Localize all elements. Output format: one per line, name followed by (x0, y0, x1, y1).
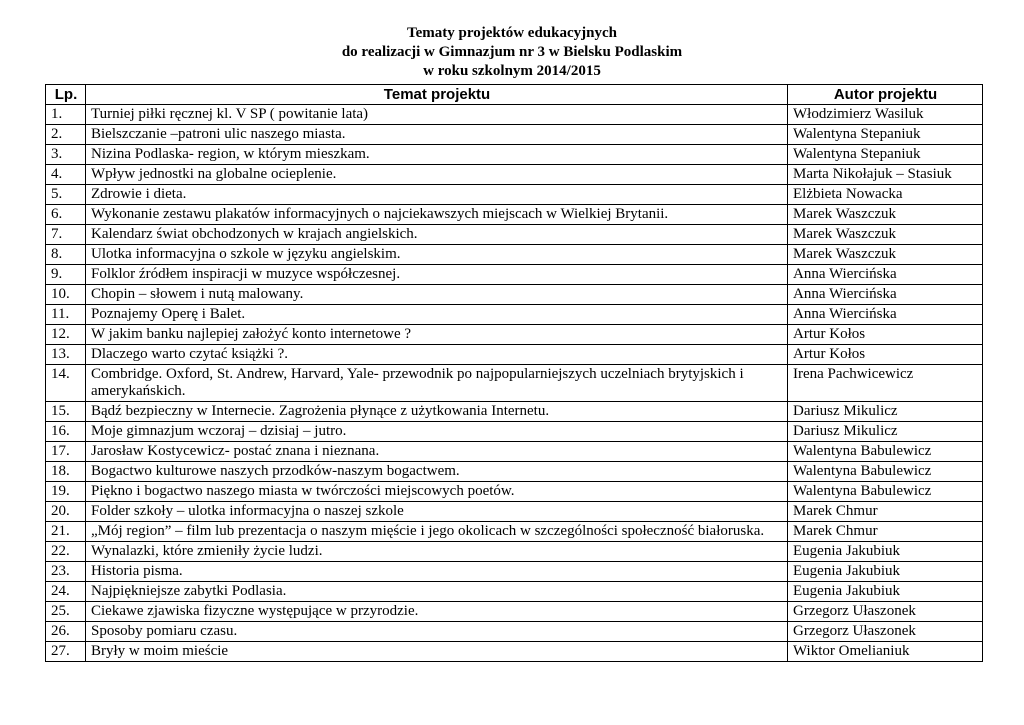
table-row (46, 562, 983, 582)
row-topic: Chopin – słowem i nutą malowany. (86, 285, 788, 305)
row-author: Anna Wiercińska (788, 285, 983, 305)
row-author: Włodzimierz Wasiluk (788, 105, 983, 125)
row-author: Walentyna Babulewicz (788, 462, 983, 482)
row-topic: W jakim banku najlepiej założyć konto internetowe ? (86, 325, 788, 345)
row-author: Marek Waszczuk (788, 225, 983, 245)
row-number: 1. (46, 105, 86, 125)
row-author: Anna Wiercińska (788, 305, 983, 325)
row-author: Marek Chmur (788, 502, 983, 522)
table-row (46, 345, 983, 365)
row-topic: Ulotka informacyjna o szkole w języku angielskim. (86, 245, 788, 265)
row-number: 3. (46, 145, 86, 165)
row-number: 21. (46, 522, 86, 542)
row-author: Walentyna Stepaniuk (788, 145, 983, 165)
row-topic: Wykonanie zestawu plakatów informacyjnych o najciekawszych miejscach w Wielkiej Brytanii. (86, 205, 788, 225)
table-row (46, 522, 983, 542)
row-topic: Najpiękniejsze zabytki Podlasia. (86, 582, 788, 602)
table-row (46, 622, 983, 642)
title-line-1: Tematy projektów edukacyjnych (406, 25, 617, 41)
document-title (0, 24, 1024, 81)
row-author: Walentyna Babulewicz (788, 442, 983, 462)
row-number: 19. (46, 482, 86, 502)
row-number: 17. (46, 442, 86, 462)
table-row (46, 185, 983, 205)
row-author: Marek Chmur (788, 522, 983, 542)
column-header-author: Autor projektu (788, 85, 983, 105)
table-row (46, 422, 983, 442)
row-topic: Folder szkoły – ulotka informacyjna o naszej szkole (86, 502, 788, 522)
row-author: Eugenia Jakubiuk (788, 562, 983, 582)
row-number: 9. (46, 265, 86, 285)
row-number: 15. (46, 402, 86, 422)
row-number: 13. (46, 345, 86, 365)
row-topic: Jarosław Kostycewicz- postać znana i nieznana. (86, 442, 788, 462)
row-number: 2. (46, 125, 86, 145)
table-body (46, 105, 983, 662)
table-row (46, 502, 983, 522)
table-row (46, 225, 983, 245)
row-topic: Zdrowie i dieta. (86, 185, 788, 205)
row-author: Marek Waszczuk (788, 245, 983, 265)
table-row (46, 105, 983, 125)
row-topic: Bogactwo kulturowe naszych przodków-naszym bogactwem. (86, 462, 788, 482)
table-row (46, 602, 983, 622)
row-topic: Ciekawe zjawiska fizyczne występujące w przyrodzie. (86, 602, 788, 622)
column-header-number: Lp. (46, 85, 86, 105)
row-number: 25. (46, 602, 86, 622)
row-topic: Combridge. Oxford, St. Andrew, Harvard, Yale- przewodnik po najpopularniejszych uczelniach brytyjskich i amerykańskich. (86, 365, 788, 402)
row-author: Anna Wiercińska (788, 265, 983, 285)
row-author: Artur Kołos (788, 345, 983, 365)
row-number: 11. (46, 305, 86, 325)
row-number: 14. (46, 365, 86, 402)
row-topic: „Mój region” – film lub prezentacja o naszym mięście i jego okolicach w szczególności społeczność białoruska. (86, 522, 788, 542)
table-row (46, 402, 983, 422)
table-row (46, 205, 983, 225)
table-row (46, 285, 983, 305)
row-number: 26. (46, 622, 86, 642)
row-number: 4. (46, 165, 86, 185)
row-topic: Turniej piłki ręcznej kl. V SP ( powitanie lata) (86, 105, 788, 125)
row-author: Eugenia Jakubiuk (788, 542, 983, 562)
row-topic: Moje gimnazjum wczoraj – dzisiaj – jutro. (86, 422, 788, 442)
row-number: 8. (46, 245, 86, 265)
row-number: 18. (46, 462, 86, 482)
row-number: 16. (46, 422, 86, 442)
row-number: 27. (46, 642, 86, 662)
row-author: Dariusz Mikulicz (788, 422, 983, 442)
row-author: Grzegorz Ułaszonek (788, 622, 983, 642)
row-author: Walentyna Stepaniuk (788, 125, 983, 145)
row-topic: Piękno i bogactwo naszego miasta w twórczości miejscowych poetów. (86, 482, 788, 502)
row-number: 20. (46, 502, 86, 522)
row-number: 10. (46, 285, 86, 305)
column-header-topic: Temat projektu (86, 85, 788, 105)
table-row (46, 642, 983, 662)
table-row (46, 125, 983, 145)
row-author: Eugenia Jakubiuk (788, 582, 983, 602)
row-author: Marta Nikołajuk – Stasiuk (788, 165, 983, 185)
table-row (46, 482, 983, 502)
row-number: 22. (46, 542, 86, 562)
row-author: Artur Kołos (788, 325, 983, 345)
row-number: 6. (46, 205, 86, 225)
row-author: Dariusz Mikulicz (788, 402, 983, 422)
table-row (46, 145, 983, 165)
row-topic: Folklor źródłem inspiracji w muzyce współczesnej. (86, 265, 788, 285)
table-row (46, 305, 983, 325)
row-number: 5. (46, 185, 86, 205)
row-topic: Kalendarz świat obchodzonych w krajach angielskich. (86, 225, 788, 245)
row-author: Elżbieta Nowacka (788, 185, 983, 205)
title-line-2: do realizacji w Gimnazjum nr 3 w Bielsku Podlaskim (341, 44, 683, 60)
row-topic: Wpływ jednostki na globalne ocieplenie. (86, 165, 788, 185)
row-topic: Historia pisma. (86, 562, 788, 582)
row-topic: Nizina Podlaska- region, w którym mieszkam. (86, 145, 788, 165)
table-row (46, 542, 983, 562)
title-line-3: w roku szkolnym 2014/2015 (423, 63, 601, 79)
projects-table (45, 84, 983, 662)
row-number: 23. (46, 562, 86, 582)
table-row (46, 442, 983, 462)
table-row (46, 582, 983, 602)
row-author: Wiktor Omelianiuk (788, 642, 983, 662)
table-row (46, 365, 983, 402)
row-topic: Wynalazki, które zmieniły życie ludzi. (86, 542, 788, 562)
table-row (46, 245, 983, 265)
row-author: Walentyna Babulewicz (788, 482, 983, 502)
table-row (46, 325, 983, 345)
table-row (46, 265, 983, 285)
row-number: 7. (46, 225, 86, 245)
row-author: Marek Waszczuk (788, 205, 983, 225)
row-author: Irena Pachwicewicz (788, 365, 983, 402)
row-topic: Poznajemy Operę i Balet. (86, 305, 788, 325)
row-topic: Dlaczego warto czytać książki ?. (86, 345, 788, 365)
table-header-row (46, 85, 983, 105)
row-number: 24. (46, 582, 86, 602)
row-topic: Bryły w moim mieście (86, 642, 788, 662)
table-row (46, 462, 983, 482)
row-topic: Sposoby pomiaru czasu. (86, 622, 788, 642)
row-author: Grzegorz Ułaszonek (788, 602, 983, 622)
row-topic: Bądź bezpieczny w Internecie. Zagrożenia płynące z użytkowania Internetu. (86, 402, 788, 422)
row-topic: Bielszczanie –patroni ulic naszego miasta. (86, 125, 788, 145)
table-row (46, 165, 983, 185)
row-number: 12. (46, 325, 86, 345)
